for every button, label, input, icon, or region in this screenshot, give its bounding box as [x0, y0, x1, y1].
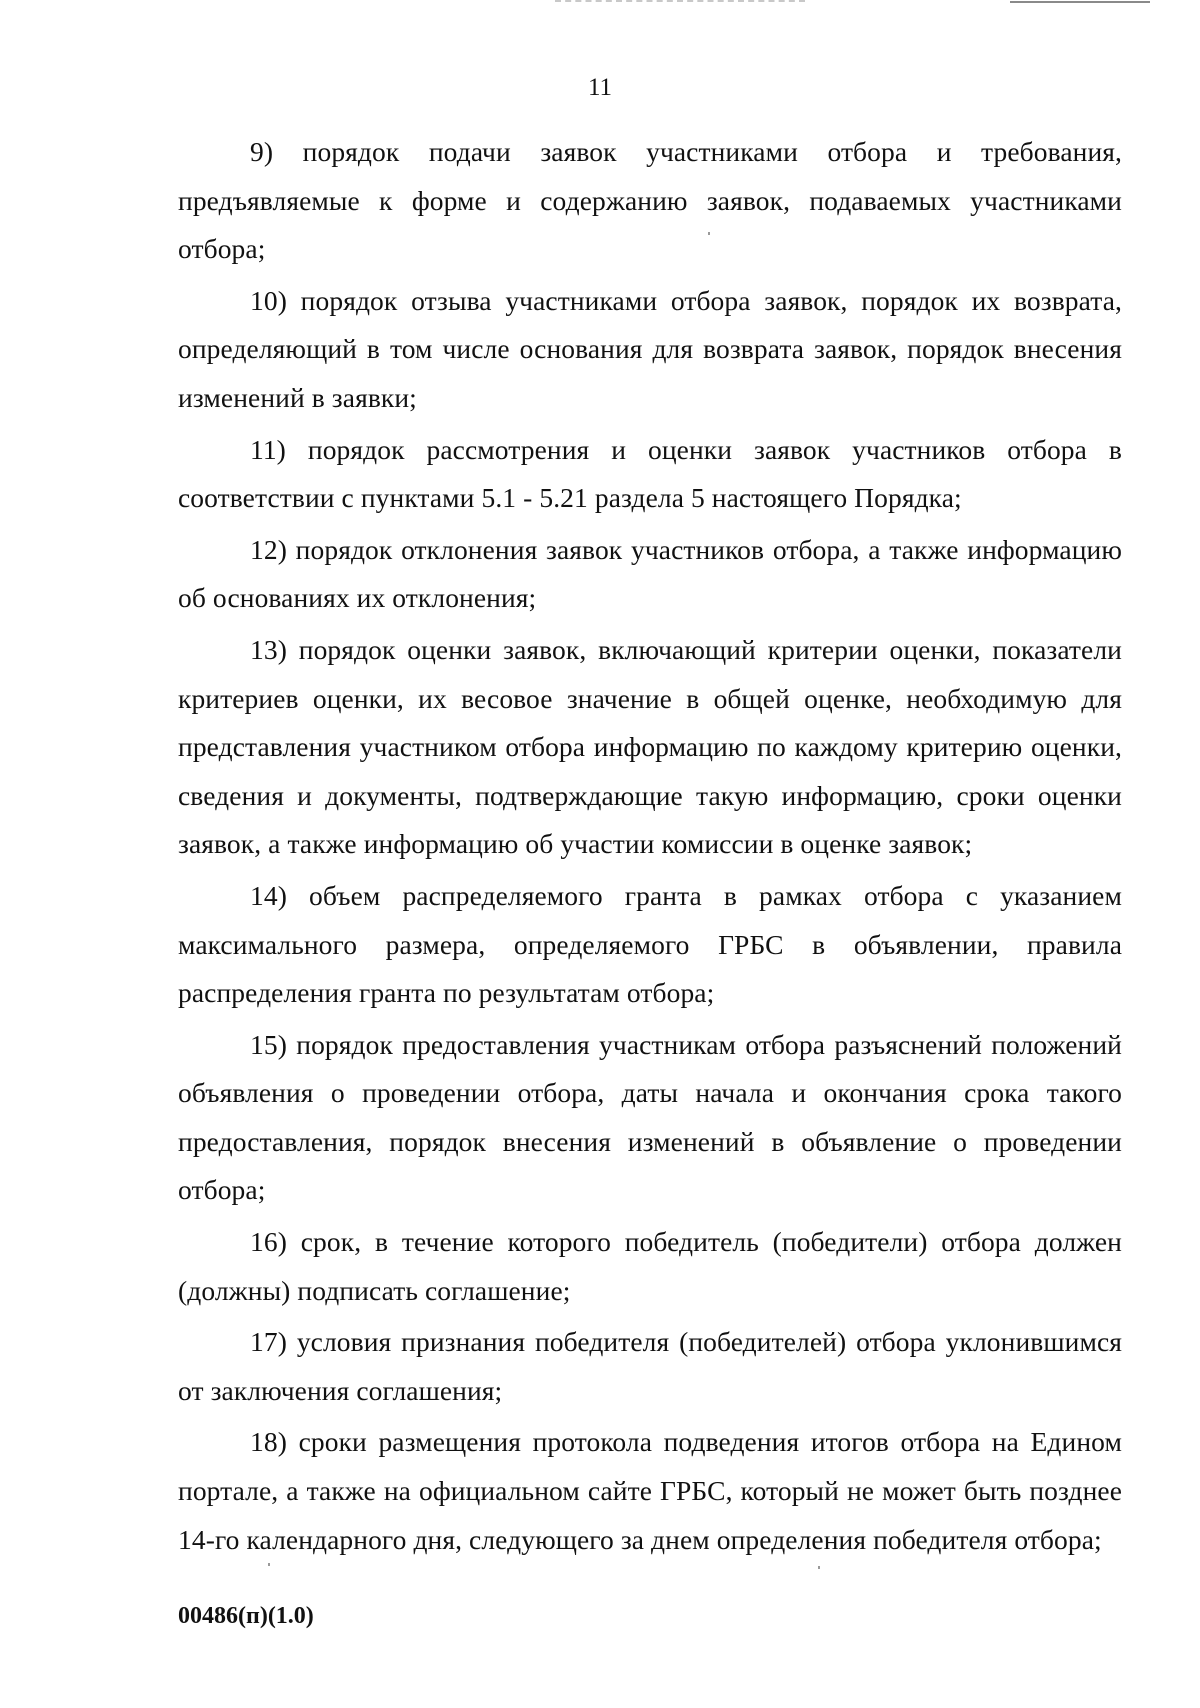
list-item-18: 18) сроки размещения протокола подведения итогов отбора на Едином портале, а также на официальном сайте ГРБС, который не может быть позднее 14-го календарного дня, следующего за днем определения победителя отбора; — [178, 1426, 1122, 1555]
scan-header-remnant — [555, 0, 805, 5]
page-number: 11 — [587, 74, 613, 101]
scan-speck — [268, 1563, 270, 1566]
document-code: 00486(п)(1.0) — [178, 1603, 314, 1629]
list-item-12: 12) порядок отклонения заявок участников отбора, а также информацию об основаниях их отклонения; — [178, 533, 1122, 614]
scan-header-rule — [1010, 1, 1150, 3]
list-item-9: 9) порядок подачи заявок участниками отбора и требования, предъявляемые к форме и содержанию заявок, подаваемых участниками отбора; — [178, 136, 1122, 265]
list-item-17: 17) условия признания победителя (победителей) отбора уклонившимся от заключения соглашения; — [178, 1326, 1122, 1406]
list-item-13: 13) порядок оценки заявок, включающий критерии оценки, показатели критериев оценки, их весовое значение в общей оценке, необходимую для представления участником отбора информацию по каждому критерию оценки, сведения и документы, подтверждающие такую информацию, сроки оценки заявок, а также информацию об участии комиссии в оценке заявок; — [178, 633, 1122, 860]
scan-speck — [818, 1566, 820, 1569]
list-item-14: 14) объем распределяемого гранта в рамках отбора с указанием максимального размера, определяемого ГРБС в объявлении, правила распределения гранта по результатам отбора; — [178, 879, 1122, 1009]
scan-speck — [708, 232, 710, 235]
list-item-16: 16) срок, в течение которого победитель (победители) отбора должен (должны) подписать соглашение; — [178, 1226, 1122, 1306]
scan-top-edge-marks — [0, 0, 1200, 6]
list-item-11: 11) порядок рассмотрения и оценки заявок участников отбора в соответствии с пунктами 5.1 - 5.21 раздела 5 настоящего Порядка; — [178, 433, 1122, 514]
list-item-10: 10) порядок отзыва участниками отбора заявок, порядок их возврата, определяющий в том числе основания для возврата заявок, порядок внесения изменений в заявки; — [178, 284, 1122, 413]
document-body — [178, 128, 1122, 1567]
list-item-15: 15) порядок предоставления участникам отбора разъяснений положений объявления о проведении отбора, даты начала и окончания срока такого предоставления, порядок внесения изменений в объявление о проведении отбора; — [178, 1028, 1122, 1206]
